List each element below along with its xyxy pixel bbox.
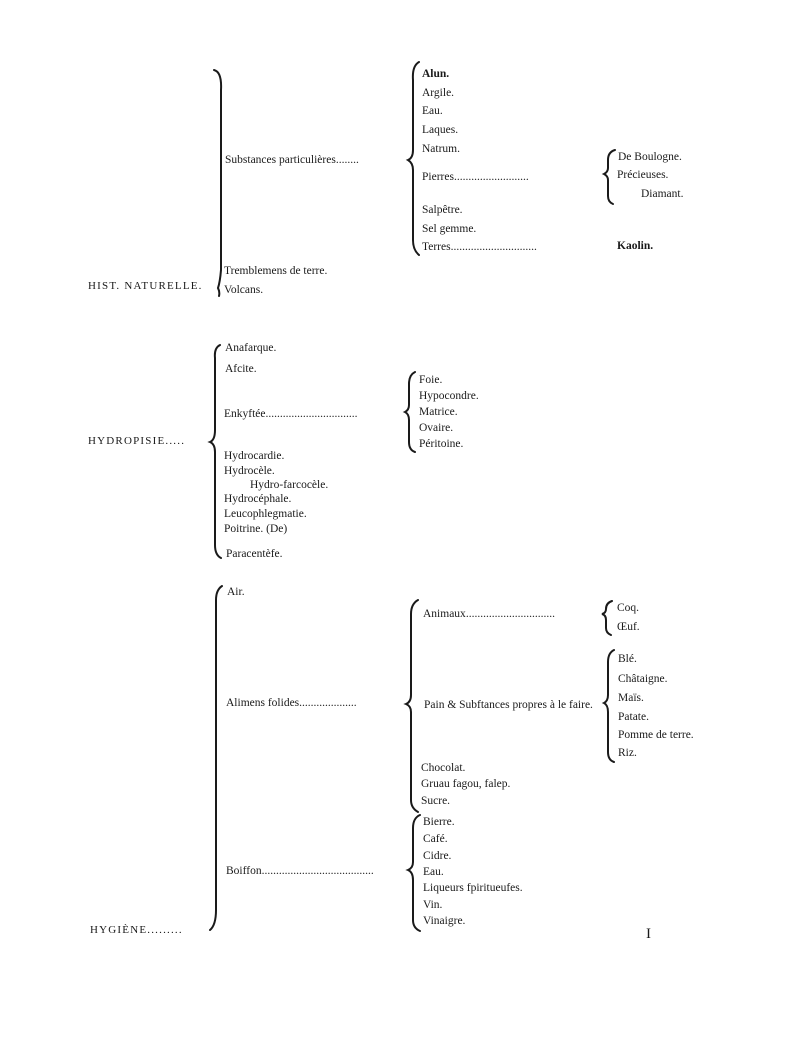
item-hydro-sarcocele: Hydro-farcocèle. [250,479,329,491]
brace-hydropisie [210,345,221,558]
item-tremblemens: Tremblemens de terre. [224,265,328,277]
pain-chataigne: Châtaigne. [618,673,668,685]
item-air: Air. [227,586,245,598]
item-gruau: Gruau fagou, falep. [421,778,511,790]
item-pierres [422,170,529,184]
enkystee-label [224,407,358,421]
item-sucre: Sucre. [421,795,451,807]
brace-hist [214,70,221,296]
page-number: I [646,926,651,942]
terres-dots: .............................. [450,241,537,253]
enkystee-foie: Foie. [419,374,443,386]
alimens-dots: .................... [299,697,357,709]
boisson-bierre: Bierre. [423,816,455,828]
item-argile: Argile. [422,87,455,99]
brace-enkystee [405,372,415,452]
pain-mais: Maïs. [618,692,644,704]
item-poitrine: Poitrine. (De) [224,523,288,535]
boisson-vin: Vin. [423,899,443,911]
brace-alimens [406,600,418,812]
item-hydrocephale: Hydrocéphale. [224,493,292,505]
boisson-text: Boiffon [226,865,262,877]
item-alun: Alun. [422,68,450,80]
pain-patate: Patate. [618,711,649,723]
substances-label [225,153,359,167]
pierres-diamant: Diamant. [641,188,684,200]
boisson-label [226,864,374,878]
enkystee-text: Enkyftée [224,408,266,420]
item-salpetre: Salpêtre. [422,204,463,216]
pierres-dots: .......................... [453,171,529,183]
brace-animaux [602,601,612,635]
item-leucophlegmatie: Leucophlegmatie. [224,508,307,520]
item-sel-gemme: Sel gemme. [422,223,477,235]
pain-pomme-de-terre: Pomme de terre. [618,729,694,741]
item-natrum: Natrum. [422,143,461,155]
boisson-liqueurs: Liqueurs fpiritueufes. [423,882,523,894]
boisson-dots: ....................................... [261,865,374,877]
substances-text: Substances particulières [225,154,336,166]
animaux-text: Animaux [423,608,466,620]
alimens-text: Alimens folides [226,697,300,709]
item-eau: Eau. [422,105,443,117]
terres-kaolin: Kaolin. [617,240,654,252]
hist-naturelle-title: HIST. NATURELLE. [88,280,203,292]
enkystee-dots: ................................ [265,408,358,420]
pain-riz: Riz. [618,747,637,759]
boisson-cafe: Café. [423,833,448,845]
item-paracentese: Paracentèfe. [226,548,283,560]
item-hydrocele: Hydrocèle. [224,465,275,477]
item-anafarque: Anafarque. [225,342,277,354]
pierres-precieuses: Précieuses. [617,169,669,181]
item-hydrocardie: Hydrocardie. [224,450,285,462]
alimens-label [226,696,357,710]
item-laques: Laques. [422,124,459,136]
enkystee-matrice: Matrice. [419,406,458,418]
item-afcite: Afcite. [225,363,257,375]
brace-pierres [604,150,615,204]
item-chocolat: Chocolat. [421,762,466,774]
brace-hygiene [210,586,222,930]
boisson-cidre: Cidre. [423,850,452,862]
brace-boisson [408,815,420,931]
pierres-text: Pierres [422,171,454,183]
brace-pain [604,650,614,762]
terres-text: Terres [422,241,451,253]
substances-dots: ........ [335,154,359,166]
boisson-vinaigre: Vinaigre. [423,915,466,927]
enkystee-ovaire: Ovaire. [419,422,454,434]
pierres-boulogne: De Boulogne. [618,151,682,163]
item-volcans: Volcans. [224,284,264,296]
animaux-oeuf: Œuf. [617,621,640,633]
pain-label: Pain & Subftances propres à le faire. [424,699,593,711]
hygiene-title: HYGIÈNE......... [90,924,183,936]
boisson-eau: Eau. [423,866,444,878]
animaux-coq: Coq. [617,602,640,614]
pain-ble: Blé. [618,653,637,665]
brace-substances [408,62,419,255]
hydropisie-title: HYDROPISIE..... [88,435,186,447]
item-terres [422,240,537,254]
enkystee-peritoine: Péritoine. [419,438,464,450]
animaux-dots: ............................... [465,608,555,620]
animaux-label [423,607,555,621]
enkystee-hypocondre: Hypocondre. [419,390,479,402]
